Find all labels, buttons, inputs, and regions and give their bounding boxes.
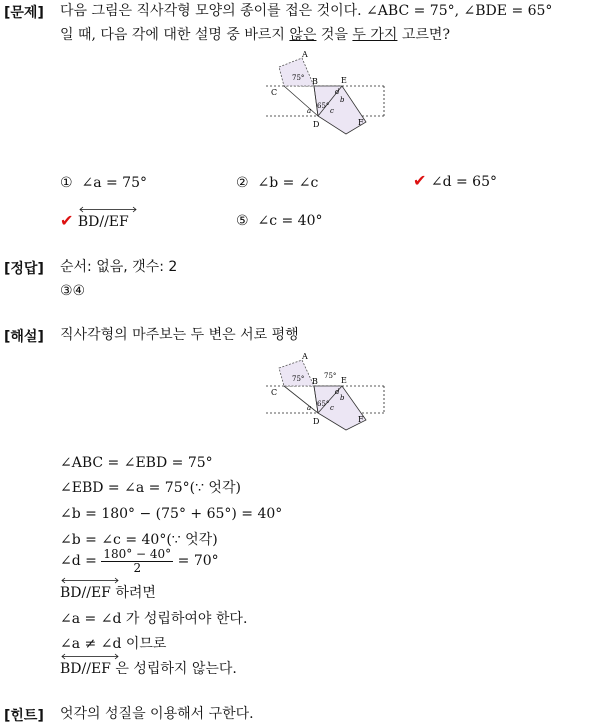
choice-5-text: ∠c = 40° [257, 213, 323, 229]
step-1: ∠ABC = ∠EBD = 75° [60, 455, 213, 471]
line-arrow-icon [60, 577, 120, 584]
fig1-label-f: F [358, 118, 364, 127]
fig1-label-c-angle: c [330, 107, 334, 115]
fig2-label-d-point: D [313, 417, 320, 426]
check-mark-icon: ✔ [60, 211, 74, 230]
choice-5[interactable] [236, 212, 323, 230]
parallel-suffix-1: 하려면 [110, 585, 156, 601]
step-5 [60, 546, 219, 576]
choice-1[interactable] [60, 174, 147, 192]
problem-line-2-text-b: 것을 [316, 27, 353, 43]
choice-5-number: ⑤ [236, 213, 249, 229]
choice-2-text: ∠b = ∠c [257, 175, 319, 191]
fig2-label-75a: 75° [292, 375, 305, 383]
choice-1-number: ① [60, 175, 73, 191]
choice-4[interactable] [60, 212, 129, 231]
parallel-text: BD//EF [60, 661, 111, 677]
fig1-label-a-angle: a [307, 107, 312, 115]
fig1-label-75: 75° [292, 74, 305, 82]
answer-line-1: 순서: 없음, 갯수: 2 [60, 259, 178, 275]
explanation-tag: [해설] [4, 329, 44, 345]
problem-line-2-text-c: 고르면? [397, 27, 450, 43]
hint-tag: [힌트] [4, 708, 44, 724]
problem-tag: [문제] [4, 5, 44, 21]
conclusion [60, 660, 237, 678]
parallel-bd-ef-2 [60, 660, 111, 678]
choice-3-text: ∠d = 65° [430, 174, 497, 190]
condition-2: ∠a ≠ ∠d 이므로 [60, 636, 167, 652]
fig2-label-c-angle: c [330, 404, 334, 412]
fig1-label-65: 65° [317, 102, 330, 110]
step-3: ∠b = 180° − (75° + 65°) = 40° [60, 506, 283, 522]
step-4: ∠b = ∠c = 40°(∵ 엇각) [60, 532, 218, 548]
parallel-text: BD//EF [60, 585, 111, 601]
fig1-label-d-point: D [313, 120, 320, 129]
fig1-label-d: d [335, 88, 340, 96]
folded-paper-figure [262, 50, 387, 138]
fig1-label-a: A [302, 50, 308, 59]
folded-paper-figure-2 [262, 350, 387, 434]
line-arrow-icon [60, 653, 120, 660]
fig1-label-b: B [312, 77, 318, 86]
choice-4-text [78, 213, 129, 231]
problem-line-1: 다음 그림은 직사각형 모양의 종이를 접은 것이다. ∠ABC = 75°, ∠BDE = 65° [60, 3, 553, 19]
fraction-denominator: 2 [133, 560, 142, 575]
fig2-label-f: F [358, 415, 364, 424]
choice-2[interactable] [236, 174, 318, 192]
check-mark-icon: ✔ [413, 171, 427, 190]
fig2-label-b: B [312, 377, 318, 386]
parallel-condition [60, 584, 156, 602]
fig2-label-c: C [271, 388, 278, 397]
explanation-intro: 직사각형의 마주보는 두 변은 서로 평행 [60, 327, 299, 343]
underlined-two: 두 가지 [352, 27, 398, 43]
parallel-text: BD//EF [77, 214, 129, 230]
fig2-label-d: d [335, 388, 340, 396]
fig2-label-65: 65° [317, 400, 330, 408]
condition-1: ∠a = ∠d 가 성립하여야 한다. [60, 611, 248, 627]
choice-1-text: ∠a = 75° [81, 175, 147, 191]
answer-tag: [정답] [4, 261, 44, 277]
fig2-label-e: E [341, 376, 347, 385]
problem-line-2 [60, 26, 450, 44]
fraction-numerator: 180° − 40° [103, 546, 172, 561]
fig1-label-b-angle: b [340, 96, 345, 104]
answer-line-2: ③④ [60, 283, 86, 299]
hint-text: 엇각의 성질을 이용해서 구한다. [60, 706, 254, 722]
problem-line-2-text: 일 때, 다음 각에 대한 설명 중 바르지 [60, 27, 290, 43]
fig2-label-a: A [302, 352, 308, 361]
step-5-lhs: ∠d = [60, 553, 102, 569]
fig2-label-b-angle: b [340, 394, 345, 402]
step-5-rhs: = 70° [173, 553, 219, 569]
underlined-not: 않은 [289, 27, 317, 43]
fig2-label-75b: 75° [324, 372, 337, 380]
choice-2-number: ② [236, 175, 249, 191]
step-2: ∠EBD = ∠a = 75°(∵ 엇각) [60, 480, 241, 496]
fraction [101, 548, 173, 575]
fig2-label-a-angle: a [307, 404, 312, 412]
choice-3[interactable] [413, 172, 497, 191]
parallel-bd-ef [60, 584, 111, 602]
fig1-label-c: C [271, 88, 278, 97]
parallel-suffix-2: 은 성립하지 않는다. [110, 661, 237, 677]
fig1-label-e: E [341, 76, 347, 85]
line-arrow-icon [78, 206, 138, 213]
